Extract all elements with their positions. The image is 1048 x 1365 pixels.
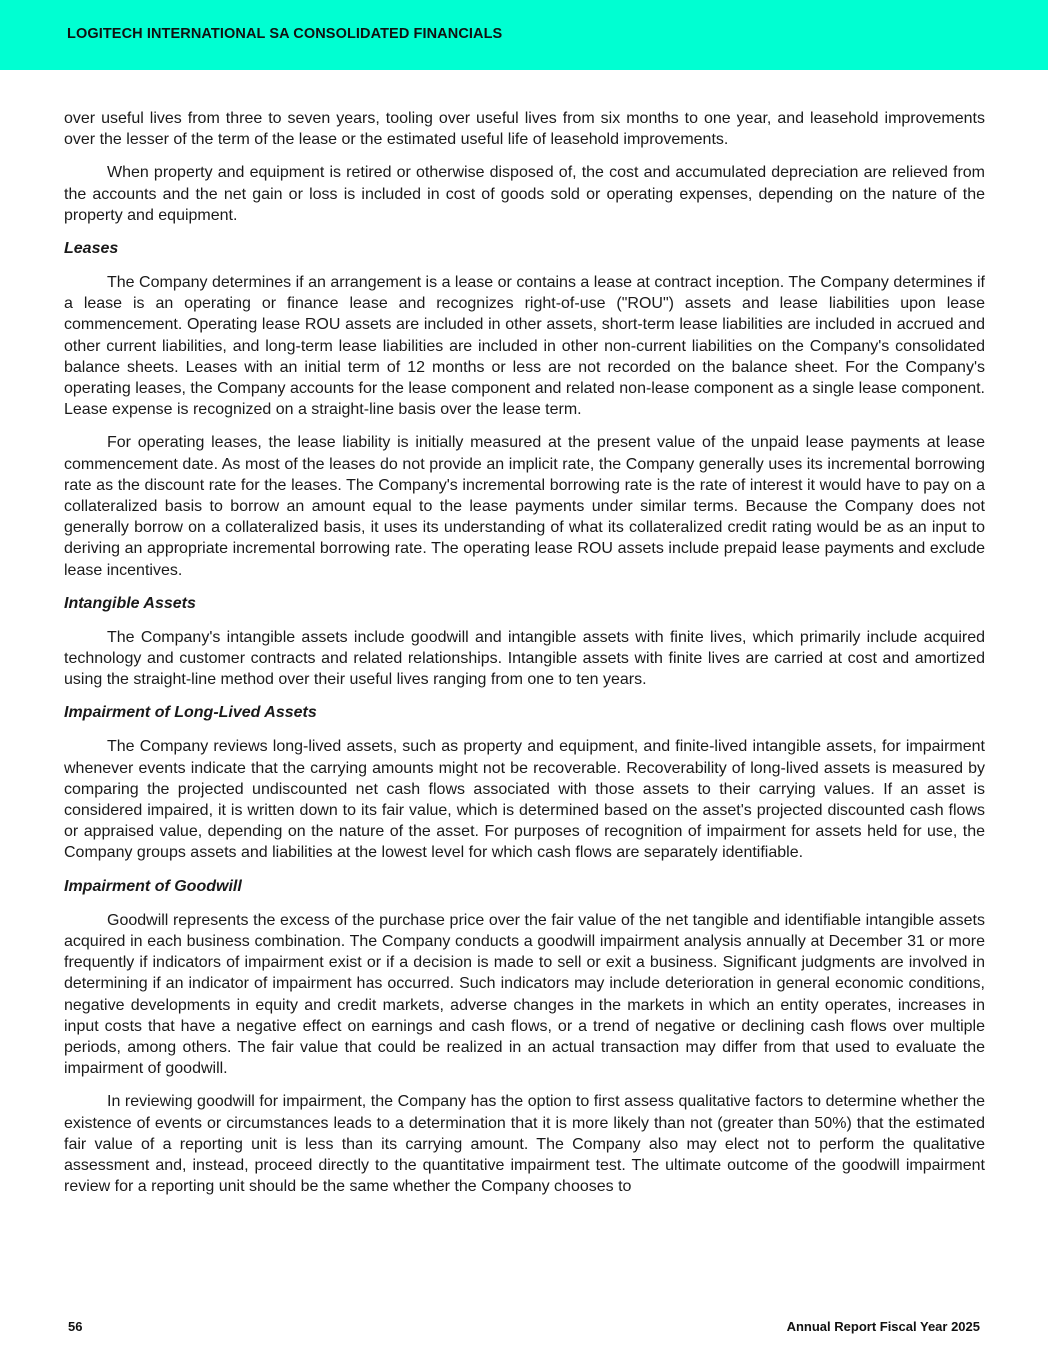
paragraph-intangible-assets: The Company's intangible assets include goodwill and intangible assets with finite lives, which primarily include acquired technology and customer contracts and related relationships. Intangible assets with finite lives are carried at cost and amortized using the straight-line method over their useful lives ranging from one to ten years.	[64, 628, 985, 689]
paragraph-impairment-long-lived: The Company reviews long-lived assets, such as property and equipment, and finite-lived intangible assets, for impairment whenever events indicate that the carrying amounts might not be recoverable. Recoverability of long-lived assets is measured by comparing the projected undiscounted net cash flows associated with those assets to their carrying values. If an asset is considered impaired, it is written down to its fair value, which is determined based on the asset's projected discounted cash flows or appraised value, depending on the nature of the asset. For purposes of recognition of impairment for assets held for use, the Company groups assets and liabilities at the lowest level for which cash flows are separately identifiable.	[64, 738, 985, 862]
footer-report-label: Annual Report Fiscal Year 2025	[786, 1319, 980, 1334]
paragraph-goodwill-review: In reviewing goodwill for impairment, the Company has the option to first assess qualitative factors to determine whether the existence of events or circumstances leads to a determination that it is more likely than not (greater than 50%) that the estimated fair value of a reporting unit is less than its carrying amount. The Company also may elect not to perform the qualitative assessment and, instead, proceed directly to the quantitative impairment test. The ultimate outcome of the goodwill impairment review for a reporting unit should be the same whether the Company chooses to	[64, 1093, 985, 1196]
heading-impairment-long-lived: Impairment of Long-Lived Assets	[64, 704, 317, 722]
page-number: 56	[68, 1319, 83, 1334]
paragraph-retirement: When property and equipment is retired or otherwise disposed of, the cost and accumulated depreciation are relieved from the accounts and the net gain or loss is included in cost of goods sold or operating expenses, depending on the nature of the property and equipment.	[64, 164, 985, 224]
heading-leases: Leases	[64, 240, 119, 258]
header-title: LOGITECH INTERNATIONAL SA CONSOLIDATED FINANCIALS	[67, 26, 503, 42]
document-body	[64, 108, 985, 1209]
paragraph-leases-determination: The Company determines if an arrangement is a lease or contains a lease at contract inception. The Company determines if a lease is an operating or finance lease and recognizes right-of-use ("ROU") assets and lease liabilities upon lease commencement. Operating lease ROU assets are included in other assets, short-term lease liabilities are included in accrued and other current liabilities, and long-term lease liabilities are included in other non-current liabilities on the Company's consolidated balance sheets. Leases with an initial term of 12 months or less are not recorded on the balance sheet. For the Company's operating leases, the Company accounts for the lease component and related non-lease component as a single lease component. Lease expense is recognized on a straight-line basis over the lease term.	[64, 274, 985, 419]
heading-intangible-assets: Intangible Assets	[64, 594, 196, 612]
paragraph-operating-leases: For operating leases, the lease liability is initially measured at the present value of the unpaid lease payments at lease commencement date. As most of the leases do not provide an implicit rate, the Company generally uses its incremental borrowing rate as the discount rate for the leases. The Company's incremental borrowing rate is the rate of interest it would have to pay on a collateralized basis to borrow an amount equal to the lease payments under similar terms. Because the Company does not generally borrow on a collateralized basis, it uses its understanding of what its collateralized credit rating would be as an input to deriving an appropriate incremental borrowing rate. The operating lease ROU assets include prepaid lease payments and exclude lease incentives.	[64, 434, 985, 579]
paragraph-goodwill-definition: Goodwill represents the excess of the purchase price over the fair value of the net tangible and identifiable intangible assets acquired in each business combination. The Company conducts a goodwill impairment analysis annually at December 31 or more frequently if indicators of impairment exist or if a decision is made to sell or exit a business. Significant judgments are involved in determining if an indicator of impairment has occurred. Such indicators may include deterioration in general economic conditions, negative developments in equity and credit markets, adverse changes in the markets in which an entity operates, increases in input costs that have a negative effect on earnings and cash flows, or a trend of negative or declining cash flows over multiple periods, among others. The fair value that could be realized in an actual transaction may differ from that used to evaluate the impairment of goodwill.	[64, 911, 985, 1078]
paragraph-useful-lives: over useful lives from three to seven years, tooling over useful lives from six months to one year, and leasehold improvements over the lesser of the term of the lease or the estimated useful life of leasehold improvements.	[64, 110, 985, 149]
heading-impairment-goodwill: Impairment of Goodwill	[64, 877, 242, 895]
